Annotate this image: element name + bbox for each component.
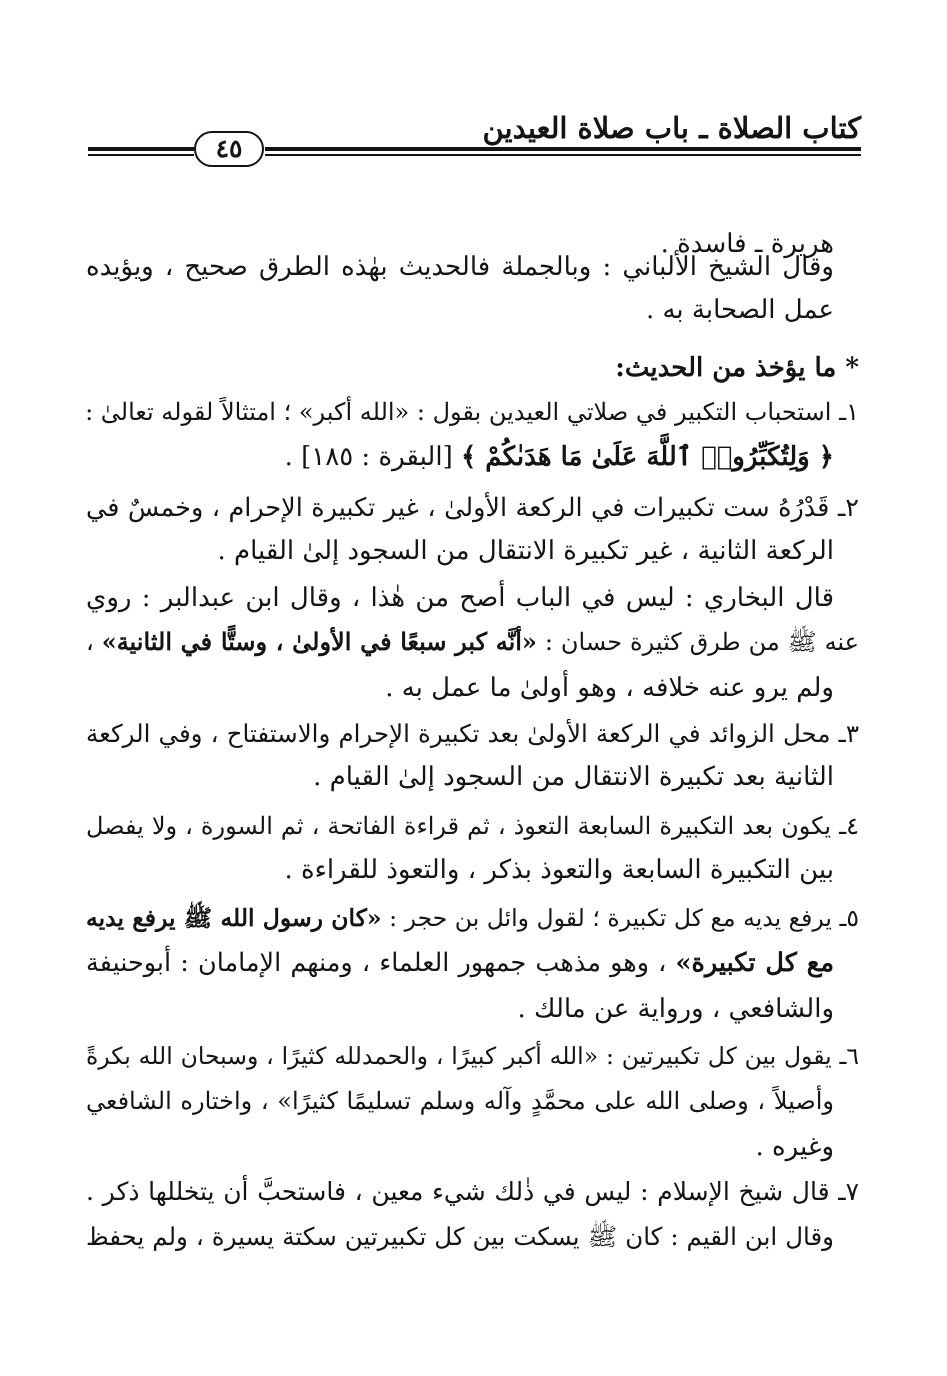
list-item-5: ٥ـ يرفع يديه مع كل تكبيرة ؛ لقول وائل بن حجر : «كان رسول الله ﷺ يرفع يديه: [86, 904, 859, 932]
text-line: وقال ابن القيم : كان ﷺ يسكت بين كل تكبيرتين سكتة يسيرة ، ولم يحفظ: [86, 1222, 834, 1251]
text-line: بين التكبيرة السابعة والتعوذ بذكر ، والتعوذ للقراءة .: [284, 855, 834, 885]
list-item-6: ٦ـ يقول بين كل تكبيرتين : «الله أكبر كبيرًا ، والحمدلله كثيرًا ، وسبحان الله بكرةً: [86, 1042, 859, 1070]
text-line: عنه ﷺ من طرق كثيرة حسان : «أنَّه كبر سبعًا في الأولىٰ ، وستًّا في الثانية» ،: [86, 627, 859, 656]
text-line: مع كل تكبيرة» ، وهو مذهب جمهور العلماء ، ومنهم الإمامان : أبوحنيفة: [86, 948, 835, 978]
list-item-7: ٧ـ قال شيخ الإسلام : ليس في ذٰلك شيء معين ، فاستحبَّ أن يتخللها ذكر .: [86, 1177, 859, 1206]
list-item-2: ٢ـ قَدْرُهُ ست تكبيرات في الركعة الأولىٰ ، غير تكبيرة الإحرام ، وخمسٌ في: [86, 493, 859, 523]
header-rule-left: [88, 147, 194, 158]
running-header-title: كتاب الصلاة ـ باب صلاة العيدين: [482, 111, 861, 145]
text-line: وقال الشيخ الألباني : وبالجملة فالحديث بهٰذه الطرق صحيح ، ويؤيده: [86, 252, 834, 282]
section-heading: * ما يؤخذ من الحديث:: [615, 353, 859, 383]
hadith-quote: مع كل تكبيرة»: [675, 948, 835, 978]
quran-verse-line: [285, 437, 834, 477]
list-item-1: ١ـ استحباب التكبير في صلاتي العيدين بقول : «الله أكبر» ؛ امتثالاً لقوله تعالىٰ :: [85, 398, 859, 426]
page-number: ٤٥: [194, 131, 264, 167]
quran-verse: ﴿ وَلِتُكَبِّرُوا۟ ٱللَّهَ عَلَىٰ مَا هَدَىٰكُمْ ﴾: [460, 442, 834, 472]
hadith-quote: «كان رسول الله ﷺ يرفع يديه: [86, 904, 382, 932]
text-line: وغيره .: [755, 1132, 834, 1162]
text-line: وأصيلاً ، وصلى الله على محمَّدٍ وآله وسلم تسليمًا كثيرًا» ، واختاره الشافعي: [86, 1087, 834, 1115]
text-line: قال البخاري : ليس في الباب أصح من هٰذا ، وقال ابن عبدالبر : روي: [86, 583, 834, 613]
text-line: الركعة الثانية ، غير تكبيرة الانتقال من السجود إلىٰ القيام .: [217, 536, 834, 566]
hadith-quote: «أنَّه كبر سبعًا في الأولىٰ ، وستًّا في الثانية»: [101, 627, 537, 656]
text-line: عمل الصحابة به .: [645, 295, 834, 325]
text-line: الثانية بعد تكبيرة الانتقال من السجود إلىٰ القيام .: [313, 762, 834, 792]
list-item-3: ٣ـ محل الزوائد في الركعة الأولىٰ بعد تكبيرة الإحرام والاستفتاح ، وفي الركعة: [86, 719, 859, 748]
header-rule-right: [265, 147, 861, 158]
text-line: ولم يرو عنه خلافه ، وهو أولىٰ ما عمل به .: [385, 673, 834, 703]
verse-reference: [البقرة : ١٨٥] .: [284, 442, 461, 472]
list-item-4: ٤ـ يكون بعد التكبيرة السابعة التعوذ ، ثم قراءة الفاتحة ، ثم السورة ، ولا يفصل: [86, 812, 859, 840]
text-line: والشافعي ، ورواية عن مالك .: [517, 994, 834, 1024]
text-line: هريرة ـ فاسدة .: [660, 229, 834, 259]
